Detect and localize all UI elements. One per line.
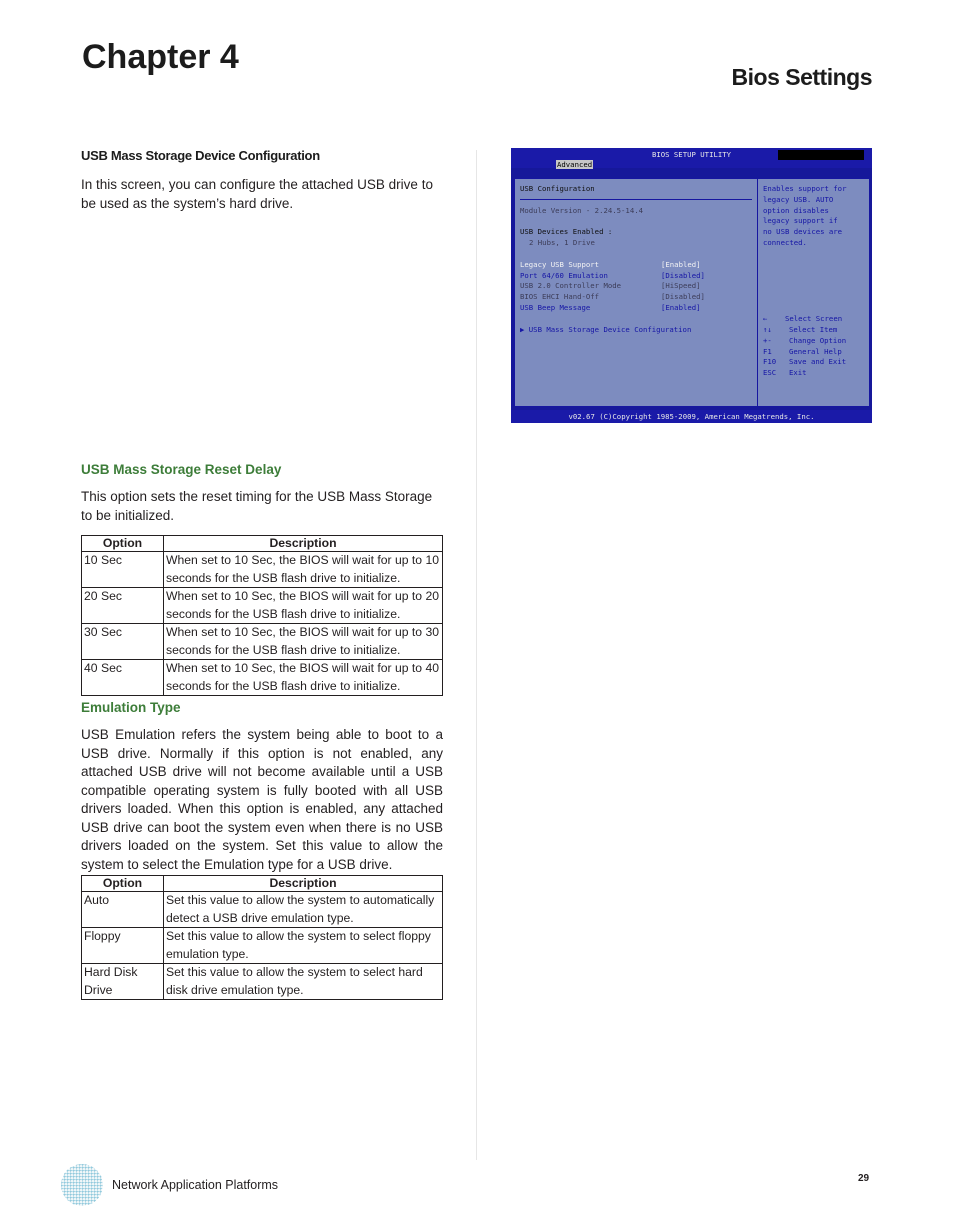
- emulation-body: USB Emulation refers the system being able to boot to a USB drive. Normally if this option is not enabled, any attached USB drive will not become available until a USB compatible operating system is fully booted with all USB drivers loaded. When this option is enabled, any attached USB drive can boot the system even when there is no USB drivers loaded on the system. Set this value to allow the system to select the Emulation type for a USB drive.: [81, 727, 443, 872]
- bios-setting-value: [Disabled]: [661, 292, 705, 301]
- option-cell: 30 Sec: [82, 624, 164, 660]
- table-header-row: [82, 536, 443, 552]
- table-row: [82, 928, 443, 964]
- bios-title: BIOS SETUP UTILITY: [651, 150, 732, 159]
- bios-help-panel: [757, 178, 870, 407]
- reset-delay-table: [81, 535, 443, 696]
- bios-screenshot: [511, 148, 872, 423]
- emulation-heading: Emulation Type: [81, 700, 181, 715]
- section-title: Bios Settings: [731, 64, 872, 90]
- option-cell: Auto: [82, 892, 164, 928]
- table-row: [82, 660, 443, 696]
- footer-company-text: Network Application Platforms: [112, 1178, 279, 1192]
- bios-submenu-usb-mass-storage: ▶ USB Mass Storage Device Configuration: [520, 325, 692, 334]
- company-logo-icon: [60, 1163, 104, 1207]
- bios-key-action: Select Screen: [785, 314, 843, 323]
- table-row: [82, 892, 443, 928]
- usb-config-intro: In this screen, you can configure the attached USB drive to be used as the system’s hard drive.: [81, 177, 433, 211]
- bios-help-line: no USB devices are: [763, 227, 843, 236]
- bios-help-line: Enables support for: [763, 184, 847, 193]
- table-row: [82, 588, 443, 624]
- description-cell: Set this value to allow the system to automatically detect a USB drive emulation type.: [164, 892, 443, 928]
- bios-key: ↑↓: [763, 325, 772, 334]
- bios-key-action: Change Option: [789, 336, 847, 345]
- bios-setting-label: Port 64/60 Emulation: [520, 271, 608, 280]
- bios-setting-label: USB 2.0 Controller Mode: [520, 281, 622, 290]
- bios-module-version: Module Version - 2.24.5-14.4: [520, 206, 644, 215]
- option-cell: Floppy: [82, 928, 164, 964]
- bios-help-line: legacy USB. AUTO: [763, 195, 834, 204]
- reset-delay-intro: This option sets the reset timing for the USB Mass Storage to be initialized.: [81, 489, 433, 523]
- option-cell: Hard Disk Drive: [82, 964, 164, 1000]
- option-cell: 20 Sec: [82, 588, 164, 624]
- bios-key: ESC: [763, 368, 777, 377]
- table-header-description: Description: [164, 536, 443, 552]
- emulation-table: [81, 875, 443, 1000]
- bios-separator: [520, 199, 752, 200]
- table-header-description: Description: [164, 876, 443, 892]
- bios-key-action: General Help: [789, 347, 842, 356]
- table-row: [82, 964, 443, 1000]
- bios-help-line: option disables: [763, 206, 829, 215]
- description-cell: When set to 10 Sec, the BIOS will wait for up to 30 seconds for the USB flash drive to initialize.: [164, 624, 443, 660]
- description-cell: Set this value to allow the system to select floppy emulation type.: [164, 928, 443, 964]
- description-cell: Set this value to allow the system to select hard disk drive emulation type.: [164, 964, 443, 1000]
- usb-config-heading: USB Mass Storage Device Configuration: [81, 148, 320, 163]
- description-cell: When set to 10 Sec, the BIOS will wait for up to 40 seconds for the USB flash drive to initialize.: [164, 660, 443, 696]
- bios-key-action: Save and Exit: [789, 357, 847, 366]
- bios-title-bar: [511, 148, 872, 168]
- table-header-option: Option: [82, 876, 164, 892]
- bios-section-title: USB Configuration: [520, 184, 595, 193]
- table-header-row: [82, 876, 443, 892]
- bios-main-panel: [514, 178, 759, 407]
- table-row: [82, 552, 443, 588]
- bios-tab-advanced: Advanced: [557, 160, 593, 169]
- bios-setting-value: [Enabled]: [661, 260, 701, 269]
- page-number: 29: [858, 1173, 870, 1184]
- bios-key: ←: [763, 314, 768, 323]
- bios-setting-value: [HiSpeed]: [661, 281, 701, 290]
- reset-delay-section: [81, 462, 443, 696]
- option-cell: 40 Sec: [82, 660, 164, 696]
- reset-delay-heading: USB Mass Storage Reset Delay: [81, 462, 282, 477]
- bios-setting-value: [Disabled]: [661, 271, 705, 280]
- table-header-option: Option: [82, 536, 164, 552]
- bios-key-action: Exit: [789, 368, 807, 377]
- column-divider: [476, 150, 477, 1160]
- description-cell: When set to 10 Sec, the BIOS will wait for up to 20 seconds for the USB flash drive to initialize.: [164, 588, 443, 624]
- bios-key: F10: [763, 357, 777, 366]
- bios-help-line: connected.: [763, 238, 807, 247]
- bios-devices-value: 2 Hubs, 1 Drive: [529, 238, 595, 247]
- bios-key: F1: [763, 347, 772, 356]
- option-cell: 10 Sec: [82, 552, 164, 588]
- bios-key: +-: [763, 336, 772, 345]
- bios-setting-label: BIOS EHCI Hand-Off: [520, 292, 600, 301]
- description-cell: When set to 10 Sec, the BIOS will wait for up to 10 seconds for the USB flash drive to initialize.: [164, 552, 443, 588]
- bios-title-bar-blank: [778, 150, 864, 160]
- bios-key-action: Select Item: [789, 325, 838, 334]
- bios-help-line: legacy support if: [763, 216, 838, 225]
- table-row: [82, 624, 443, 660]
- bios-setting-label: USB Beep Message: [520, 303, 591, 312]
- bios-setting-label: Legacy USB Support: [520, 260, 600, 269]
- usb-config-section: [81, 148, 443, 213]
- emulation-section: [81, 700, 443, 1000]
- bios-setting-value: [Enabled]: [661, 303, 701, 312]
- bios-copyright-bar: v02.67 (C)Copyright 1985-2009, American Megatrends, Inc.: [511, 410, 872, 423]
- chapter-title: Chapter 4: [82, 38, 239, 76]
- bios-devices-label: USB Devices Enabled :: [520, 227, 613, 236]
